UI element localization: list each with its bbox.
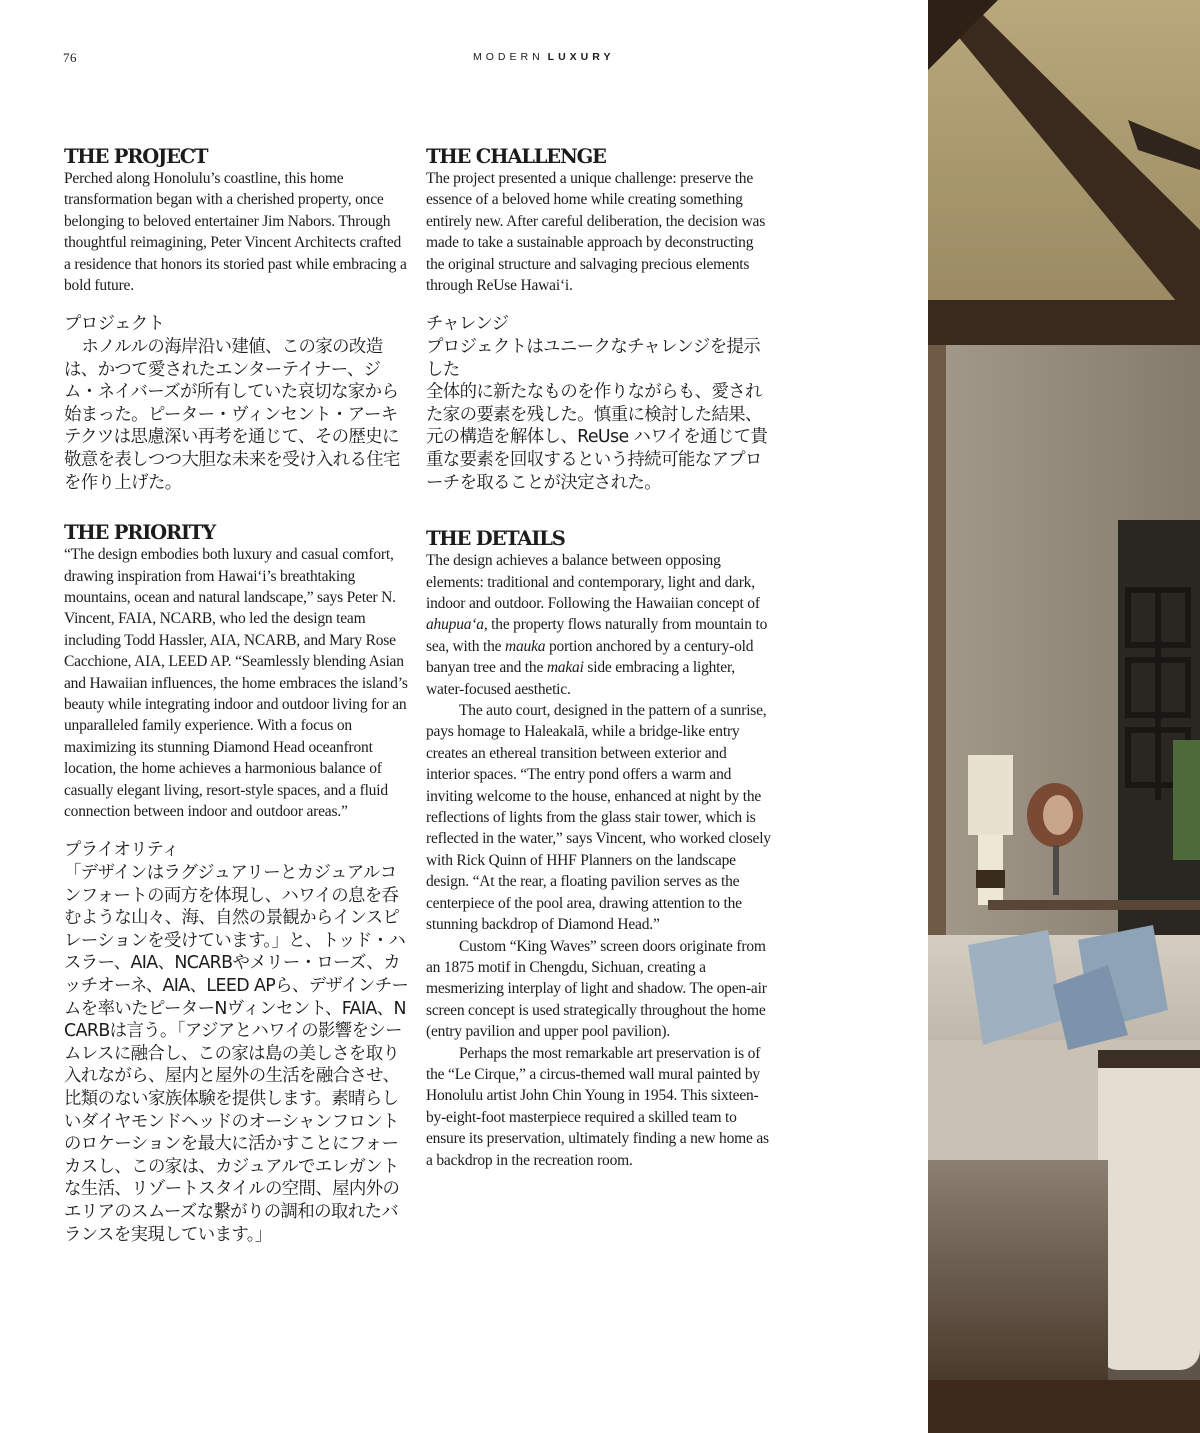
details-paragraph-4: Perhaps the most remarkable art preservation is of the “Le Cirque,” a circus-themed wall mural painted by Honolulu artist John Chin Young in 1954. This sixteen-by-eight-foot masterpiece required a skilled team to ensure its preservation, ultimately finding a new home as a backdrop in the recreation room. <box>426 1044 769 1169</box>
masthead <box>473 51 614 63</box>
project-heading: THE PROJECT <box>64 145 208 168</box>
interior-photo-illustration <box>928 0 1200 1433</box>
priority-ja-body: 「デザインはラグジュアリーとカジュアルコンフォートの両方を体現し、ハワイの息を呑むような山々、海、自然の景観からインスピレーションを受けています。」と、トッド・ハスラー、AIA、NCARBやメリー・ローズ、カッチオーネ、AIA、LEED APら、デザインチームを率いたピーターNヴィンセント、FAIA、NCARBは言う。「アジアとハワイの影響をシームレスに融合し、この家は島の美しさを取り入れながら、屋内と屋外の生活を融合させ、比類のない家族体験を提供します。素晴らしいダイヤモンドヘッドのオーシャンフロントのロケーションを最大に活かすことにフォーカスし、この家は、カジュアルでエレガントな生活、リゾートスタイルの空間、屋内外のエリアのスムーズな繋がりの調和の取れたバランスを実現しています。」 <box>64 863 409 1245</box>
details-heading: THE DETAILS <box>426 527 565 551</box>
masthead-modern: MODERN <box>473 51 544 63</box>
page-number: 76 <box>63 50 77 65</box>
details-paragraph-2: The auto court, designed in the pattern of a sunrise, pays homage to Haleakalā, while a bridge-like entry creates an ethereal transition between exterior and interior spaces. “The entry pond offers a warm and inviting welcome to the house, enhanced at night by the reflections of lights from the glass stair tower, which is reflected in the water,” says Vincent, who worked closely with Rick Quinn of HHF Planners on the landscape design. “At the rear, a floating pavilion serves as the centerpiece of the pool area, drawing attention to the stunning backdrop of Diamond Head.” <box>426 702 771 934</box>
project-ja-title: プロジェクト <box>64 314 165 335</box>
priority-heading: THE PRIORITY <box>64 521 215 545</box>
priority-body: “The design embodies both luxury and casual comfort, drawing inspiration from Hawai‘i’s breathtaking mountains, ocean and natural landscape,” says Peter N. Vincent, FAIA, NCARB, who led the design team including Todd Hassler, AIA, NCARB, and Mary Rose Cacchione, AIA, LEED AP. “Seamlessly blending Asian and Hawaiian influences, the home embraces the island’s beauty while integrating indoor and outdoor living for an unparalleled family experience. With a focus on maximizing its stunning Diamond Head oceanfront location, the home achieves a harmonious balance of casually elegant living, resort-style spaces, and a fluid connection between indoor and outdoor areas.” <box>64 546 408 821</box>
left-column <box>64 146 409 1246</box>
masthead-luxury: LUXURY <box>547 51 615 63</box>
challenge-ja-line1: プロジェクトはユニークなチャレンジを提示した <box>426 337 761 380</box>
project-body: Perched along Honolulu’s coastline, this home transformation began with a cherished property, once belonging to beloved entertainer Jim Nabors. Through thoughtful reimagining, Peter Vincent Architects crafted a residence that honors its storied past while embracing a bold future. <box>64 170 407 295</box>
details-paragraph-1: The design achieves a balance between opposing elements: traditional and contemporary, light and dark, indoor and outdoor. Following the Hawaiian concept of ahupua‘a, the property flows naturally from mountain to sea, with the mauka portion anchored by a century-old banyan tree and the makai side embracing a lighter, water-focused aesthetic. <box>426 552 768 698</box>
challenge-ja-line2: 全体的に新たなものを作りながらも、愛された家の要素を残した。慎重に検討した結果、元の構造を解体し、ReUse ハワイを通じて貴重な要素を回収するという持続可能なアプローチを取ることが決定された。 <box>426 382 768 493</box>
project-ja-body: ホノルルの海岸沿い建値、この家の改造は、かつて愛されたエンターテイナー、ジム・ネイバーズが所有していた哀切な家から始まった。ピーター・ヴィンセント・アーキテクツは思慮深い再考を通じて、その歴史に敬意を表しつつ大胆な未来を受け入れる住宅を作り上げた。 <box>64 337 400 493</box>
challenge-body: The project presented a unique challenge: preserve the essence of a beloved home while creating something entirely new. After careful deliberation, the decision was made to take a sustainable approach by deconstructing the original structure and salvaging precious elements through ReUse Hawai‘i. <box>426 170 766 295</box>
priority-ja-title: プライオリティ <box>64 840 179 861</box>
interior-photo <box>928 0 1200 1433</box>
challenge-ja-title: チャレンジ <box>426 314 509 335</box>
right-column <box>426 146 771 1171</box>
details-paragraph-3: Custom “King Waves” screen doors originate from an 1875 motif in Chengdu, Sichuan, creating a mesmerizing interplay of light and shadow. The open-air screen concept is used strategically throughout the home (entry pavilion and upper pool pavilion). <box>426 937 767 1041</box>
challenge-heading: THE CHALLENGE <box>426 145 606 168</box>
